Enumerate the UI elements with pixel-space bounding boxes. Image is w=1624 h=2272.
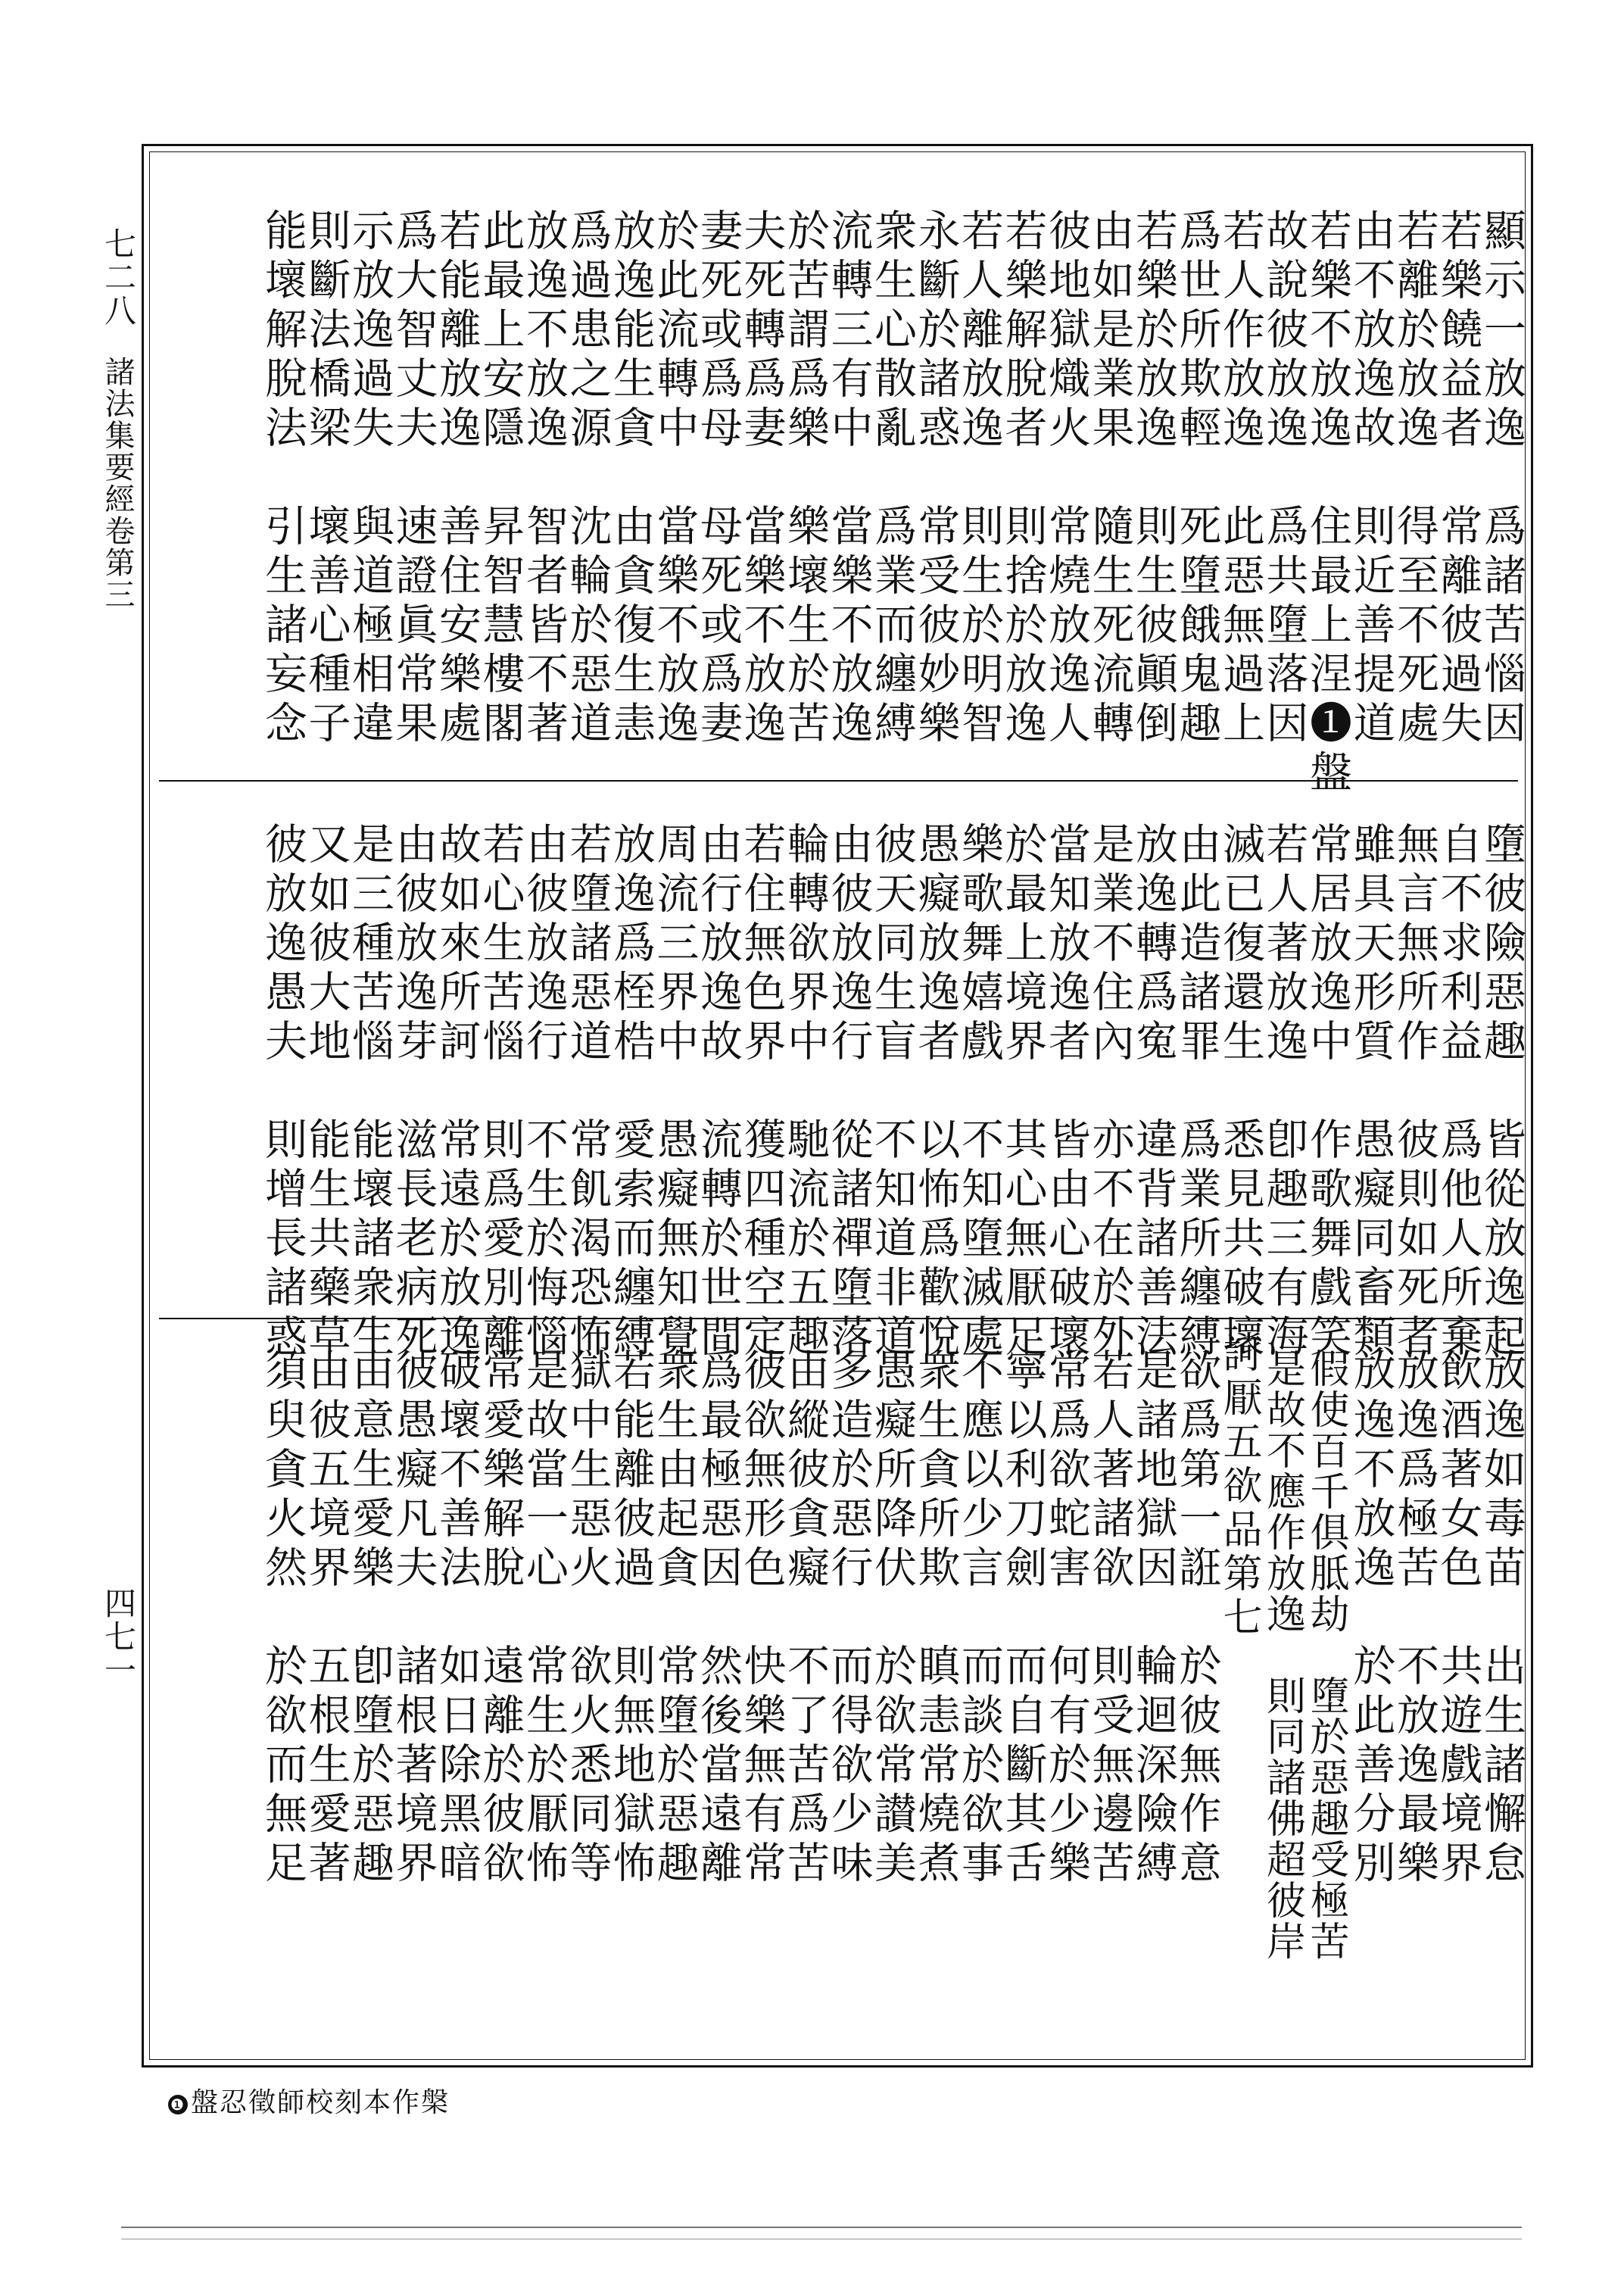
verse-column: 衆生貪所欺 瞋恚常燒煮	[911, 1348, 961, 1890]
verse-column: 寧以利刀劍 而自斷其舌	[998, 1348, 1048, 1890]
verse-column: 若人作放逸 此惡無過上	[1216, 208, 1265, 750]
verse-column: 於苦謂爲樂 樂壞生於苦	[781, 208, 830, 750]
verse-column: 爲過患之源 沈輪於惡道	[563, 208, 613, 750]
verse-column: 是諸地獄因 輪迴深險縛	[1129, 1348, 1178, 1890]
verse-column: 顯示一放逸 爲諸苦惱因	[1477, 208, 1526, 750]
verse-column: 由此造諸罪 爲業所纏縛	[1172, 822, 1222, 1363]
verse-column: 愚癡所降伏 於欲常讃美	[868, 1348, 917, 1890]
verse-column: 彼放逸愚夫 則增長諸惑	[258, 822, 307, 1363]
verse-column: 當知放逸者 皆由心破壞	[1042, 822, 1091, 1363]
verse-column: 若樂饒益者 常離彼過失	[1433, 208, 1483, 750]
verse-column: 放逸爲極苦 不放逸最樂	[1390, 1348, 1439, 1890]
verse-column: 此最上安隱 昇智慧樓閣	[475, 208, 525, 750]
verse-column: 爲世所欺輕 死墮餓鬼趣	[1172, 208, 1222, 750]
verse-column: 自不求利益 爲他人所棄	[1433, 822, 1483, 1363]
page-number: 七二八	[100, 227, 137, 327]
verse-column: 破壞不善法 如日除黑暗	[432, 1348, 482, 1890]
bottom-rule-1	[121, 2227, 1522, 2228]
verse-column: 夫死轉爲妻 當樂不放逸	[737, 208, 787, 750]
verse-column: 放逸不放逸 於此善分別	[1346, 1348, 1396, 1890]
verse-column: 輪轉欲界中 馳流於五趣	[781, 822, 830, 1363]
verse-column: 若樂不放逸 住最上涅❶盤	[1303, 208, 1352, 799]
verse-column: 若樂解脫者 則捨於放逸	[998, 208, 1048, 750]
verse-column: 若離於放逸 得至不死處	[1390, 208, 1439, 750]
verse-column: 放逸能生貪 由貪復生恚	[606, 208, 656, 750]
verse-column: 彼欲無形色 快樂無有常	[737, 1348, 787, 1890]
verse-column: 周流三界中 愚癡無知覺	[650, 822, 700, 1363]
verse-column: 彼地獄熾火 常燒放逸人	[1042, 208, 1091, 750]
verse-column: 常居放逸中 作歌舞戲笑	[1303, 822, 1352, 1363]
verse-column: 多造於惡行 而得欲少味	[824, 1348, 874, 1890]
verse-column: 無言無所作 彼則如死者	[1390, 822, 1439, 1363]
verse-column: 是三種苦惱 能壞諸衆生	[345, 822, 394, 1363]
verse-column: 欲爲第一誑 於彼無作意	[1172, 1348, 1222, 1890]
verse-column: 由彼放逸行 從諸禪墮落	[824, 822, 874, 1363]
verse-column: 則斷法橋梁 壞善心種子	[301, 208, 351, 750]
verse-column: 由不放逸故 則近善提道	[1346, 208, 1396, 750]
verse-column: 假使百千俱胝劫 墮於惡趣受極苦	[1303, 1348, 1348, 1961]
verse-column: 彼天同生盲 不知道非道	[868, 822, 917, 1363]
verse-column: 須臾貪火然 於欲而無足	[258, 1348, 307, 1890]
verse-column: 放逸不放逸 智者皆不著	[519, 208, 569, 750]
verse-column: 若能離放逸 善住安樂處	[432, 208, 482, 750]
verse-column: 樂歌舞嬉戲 不知墮滅處	[955, 822, 1004, 1363]
verse-column: 獄中生惡火 欲火悉同等	[563, 1348, 613, 1890]
verse-column: 若人著諸欲 則受無邊苦	[1085, 1348, 1135, 1890]
verse-column: 若樂於放逸 則生彼顚倒	[1129, 208, 1178, 750]
verse-column: 放逸爲桎梏 愛索而纏縛	[606, 822, 656, 1363]
verse-column: 彼愚癡凡夫 諸根著境界	[388, 1348, 438, 1890]
verse-column: 由如是業果 隨生死流轉	[1085, 208, 1135, 750]
verse-column: 由彼放逸芽 滋長老病死	[388, 822, 438, 1363]
footnote-text: 盤忍徵師校刻本作槃	[191, 2087, 450, 2118]
verse-column: 是業不住內 亦不在於外	[1085, 822, 1135, 1363]
verse-column: 墮彼險惡趣 皆從放逸起	[1477, 822, 1526, 1363]
verse-column: 永斷於諸惑 常受彼妙樂	[911, 208, 961, 750]
verse-column: 由意生愛樂 卽墮於惡趣	[345, 1348, 394, 1890]
verse-column: 若墮諸惡道 常飢渴恐怖	[563, 822, 613, 1363]
verse-column: 於此流轉中 當樂不放逸	[650, 208, 700, 750]
footnote	[168, 2081, 450, 2120]
folio-number: 四七一	[100, 1587, 137, 1687]
verse-column: 能壞解脫法 引生諸妄念	[258, 208, 307, 750]
verse-column: 飲酒著女色 共遊戲境界	[1433, 1348, 1483, 1890]
verse-column: 不應以少言 而談於欲事	[955, 1348, 1004, 1890]
verse-column: 由彼放逸行 不生於悔惱	[519, 822, 569, 1363]
verse-column: 故說彼放逸 爲共墮落因	[1259, 208, 1309, 750]
verse-column: 妻死或爲母 母死或爲妻	[694, 208, 743, 750]
verse-column: 雖具天形質 愚癡同畜類	[1346, 822, 1396, 1363]
verse-column: 是故當一心 常生於厭怖	[519, 1348, 569, 1890]
verse-column: 故如來所訶 常遠於放逸	[432, 822, 482, 1363]
verse-column: 若住無色界 獲四種空定	[737, 822, 787, 1363]
footnote-marker: ❶	[168, 2095, 188, 2114]
verse-column: 若能離彼過 則無地獄怖	[606, 1348, 656, 1890]
verse-column: 放逸轉爲寃 違背諸善法	[1129, 822, 1178, 1363]
sutra-title: 諸法集要經卷第三	[100, 356, 135, 610]
verse-column: 是故不應作放逸 則同諸佛超彼岸	[1259, 1348, 1305, 1961]
verse-column: 若心生苦惱 則爲愛別離	[475, 822, 525, 1363]
verse-column: 流轉三有中 當樂不放逸	[824, 208, 874, 750]
verse-column: 衆生心散亂 爲業而纏縛	[868, 208, 917, 750]
verse-column: 於最上境界 其心無厭足	[998, 822, 1048, 1363]
verse-column: 常爲欲蛇害 何有於少樂	[1042, 1348, 1091, 1890]
verse-column: 由彼五境界 五根生愛著	[301, 1348, 351, 1890]
verse-column: 由縱彼貪癡 不了苦爲苦	[781, 1348, 830, 1890]
verse-column: 若人離放逸 則生於明智	[955, 208, 1004, 750]
verse-column: 爲最極惡因 然後當遠離	[694, 1348, 743, 1890]
verse-column: 由行放逸故 流轉於世間	[694, 822, 743, 1363]
verse-column: 滅已復還生 悉見共破壞	[1216, 822, 1265, 1363]
verse-column: 常愛樂解脫 遠離於彼欲	[475, 1348, 525, 1890]
verse-column: 訶厭五欲品第七	[1216, 1333, 1261, 1640]
verse-column: 若人著放逸 卽趣三有海	[1259, 822, 1309, 1363]
verse-column: 又如彼大地 能生共藥草	[301, 822, 351, 1363]
verse-column: 示放逸過失 與道極相違	[345, 208, 394, 750]
verse-column: 放逸如毒苗 出生諸懈怠	[1477, 1348, 1526, 1890]
verse-column: 愚癡放逸者 以怖爲歡悅	[911, 822, 961, 1363]
verse-column: 衆生由起貪 常墮於惡趣	[650, 1348, 700, 1890]
verse-column: 爲大智丈夫 速證眞常果	[388, 208, 438, 750]
